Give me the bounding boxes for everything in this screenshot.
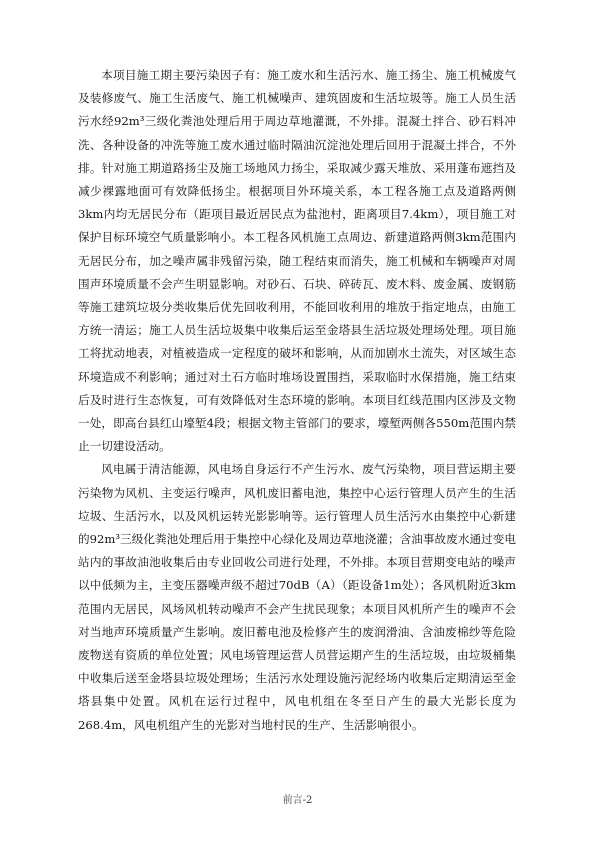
page-footer: 前言-2: [282, 795, 313, 806]
paragraph-construction-period: 本项目施工期主要污染因子有：施工废水和生活污水、施工扬尘、施工机械废气及装修废气、施工生活废气、施工机械噪声、建筑固废和生活垃圾等。施工人员生活污水经92m³三级化粪池处理后用于周边草地灌溉，不外排。混凝土拌合、砂石料冲洗、各种设备的冲洗等施工废水通过临时隔油沉淀池处理后回用于混凝土拌合，不外排。针对施工期道路扬尘及施工场地风力扬尘，采取减少露天堆放、采用蓬布遮挡及减少裸露地面可有效降低扬尘。根据项目外环境关系，本工程各施工点及道路两侧3km内均无居民分布（距项目最近居民点为盐池村，距离项目7.4km），项目施工对保护目标环境空气质量影响小。本工程各风机施工点周边、新建道路两侧3km范围内无居民分布，加之噪声属非残留污染，随工程结束而消失，施工机械和车辆噪声对周围声环境质量不会产生明显影响。对砂石、石块、碎砖瓦、废木料、废金属、废钢筋等施工建筑垃圾分类收集后优先回收利用，不能回收利用的堆放于指定地点，由施工方统一清运；施工人员生活垃圾集中收集后运至金塔县生活垃圾处理场处理。项目施工将扰动地表，对植被造成一定程度的破坏和影响，从而加剧水土流失，对区域生态环境造成不利影响；通过对土石方临时堆场设置围挡，采取临时水保措施，施工结束后及时进行生态恢复，可有效降低对生态环境的影响。本项目红线范围内区涉及文物一处，即高台县红山壕堑4段；根据文物主管部门的要求，壕堑两侧各550m范围内禁止一切建设活动。: [78, 68, 516, 454]
paragraph-operation-period: 风电属于清洁能源，风电场自身运行不产生污水、废气污染物，项目营运期主要污染物为风机、主变运行噪声，风机废旧蓄电池，集控中心运行管理人员产生的生活垃圾、生活污水，以及风机运转光影影响等。运行管理人员生活污水由集控中心新建的92m³三级化粪池处理后用于集控中心绿化及周边草地浇灌；含油事故废水通过变电站内的事故油池收集后由专业回收公司进行处理，不外排。本项目营期变电站的噪声以中低频为主，主变压器噪声级不超过70dB（A）（距设备1m处）；各风机附近3km范围内无居民，风场风机转动噪声不会产生扰民现象；本项目风机所产生的噪声不会对当地声环境质量产生影响。废旧蓄电池及检修产生的废润滑油、含油废棉纱等危险废物送有资质的单位处置；风电场管理运营人员营运期产生的生活垃圾，由垃圾桶集中收集后送至金塔县垃圾处理场；生活污水处理设施污泥经场内收集后定期清运至金塔县集中处置。风机在运行过程中，风电机组在冬至日产生的最大光影长度为268.4m，风电机组产生的光影对当地村民的生产、生活影响很小。: [78, 462, 516, 732]
body-text: [78, 64, 516, 737]
